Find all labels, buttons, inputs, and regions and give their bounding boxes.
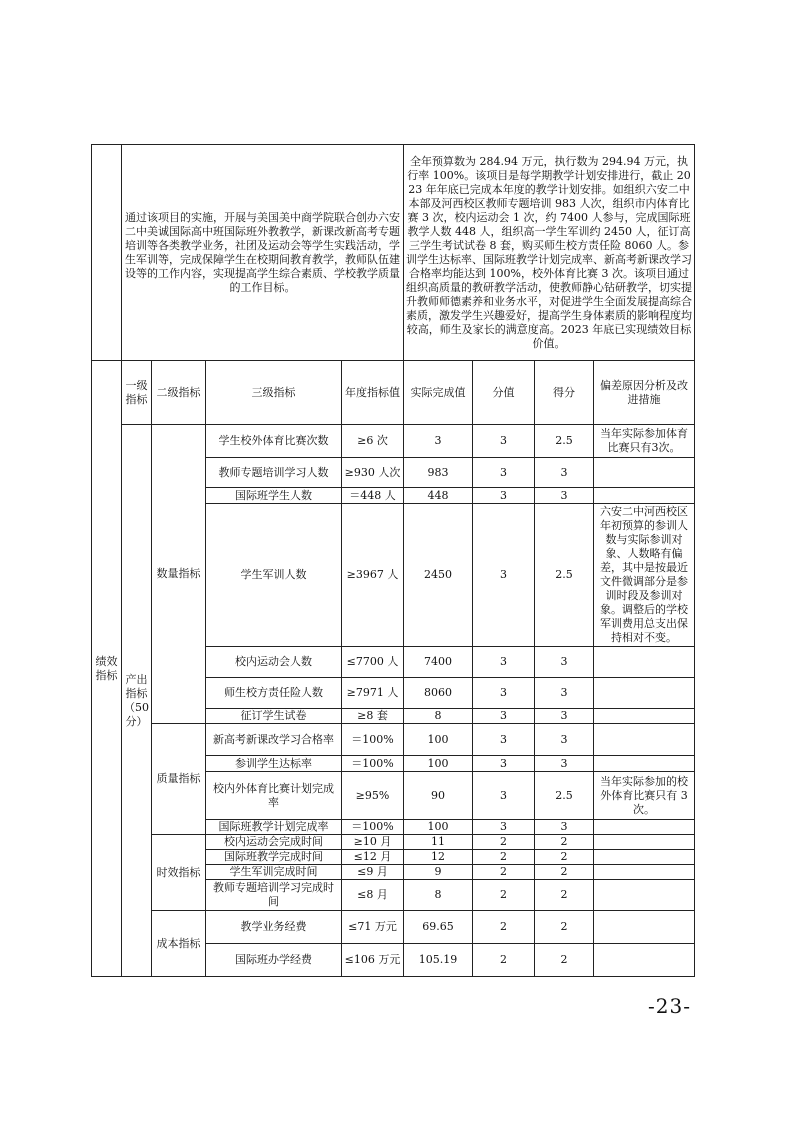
indicator-score: 3 xyxy=(535,756,594,772)
indicator-actual: 90 xyxy=(404,772,473,820)
indicator-actual: 100 xyxy=(404,756,473,772)
indicator-weight: 3 xyxy=(473,425,535,458)
indicator-target: ≥7971 人 xyxy=(342,678,404,709)
output-indicator-label: 产出指标（50分） xyxy=(122,425,152,977)
indicator-score: 3 xyxy=(535,820,594,835)
indicator-name: 征订学生试卷 xyxy=(206,709,342,724)
indicator-note: 当年实际参加的校外体育比赛只有 3 次。 xyxy=(594,772,695,820)
indicator-target: ＝100% xyxy=(342,724,404,756)
indicator-name: 校内运动会完成时间 xyxy=(206,835,342,850)
indicator-note xyxy=(594,944,695,977)
indicator-name: 国际班教学完成时间 xyxy=(206,850,342,865)
indicator-weight: 2 xyxy=(473,944,535,977)
indicator-target: ＝100% xyxy=(342,820,404,835)
summary-row xyxy=(92,145,695,361)
indicator-target: ≤7700 人 xyxy=(342,647,404,678)
indicator-weight: 3 xyxy=(473,488,535,504)
indicator-name: 国际班学生人数 xyxy=(206,488,342,504)
indicator-score: 2 xyxy=(535,911,594,944)
indicator-name: 教学业务经费 xyxy=(206,911,342,944)
indicator-target: ≤71 万元 xyxy=(342,911,404,944)
header-reason: 偏差原因分析及改进措施 xyxy=(594,361,695,425)
indicator-actual: 7400 xyxy=(404,647,473,678)
indicator-target: ≥95% xyxy=(342,772,404,820)
indicator-name: 校内运动会人数 xyxy=(206,647,342,678)
summary-goal-cell: 通过该项目的实施，开展与美国美中商学院联合创办六安二中美诚国际高中班国际班外教教学，新课改新高考专题培训等各类教学业务，社团及运动会等学生实践活动，学生军训等，完成保障学生在校期间教育教学，教师队伍建设等的工作内容，实现提高学生综合素质、学校教学质量的工作目标。 xyxy=(122,145,404,361)
indicator-name: 校内外体育比赛计划完成率 xyxy=(206,772,342,820)
indicator-score: 2 xyxy=(535,944,594,977)
summary-blank-cell xyxy=(92,145,122,361)
header-level3: 三级指标 xyxy=(206,361,342,425)
indicator-weight: 3 xyxy=(473,772,535,820)
indicator-actual: 12 xyxy=(404,850,473,865)
group-quantity: 数量指标 xyxy=(152,425,206,724)
indicator-note: 六安二中河西校区年初预算的参训人数与实际参训对象、人数略有偏差，其中是按最近文件微调部分是参训时段及参训对象。调整后的学校军训费用总支出保持相对不变。 xyxy=(594,504,695,647)
indicator-score: 2 xyxy=(535,850,594,865)
indicator-target: ≥8 套 xyxy=(342,709,404,724)
header-target: 年度指标值 xyxy=(342,361,404,425)
indicator-name: 国际班办学经费 xyxy=(206,944,342,977)
header-score: 得分 xyxy=(535,361,594,425)
indicator-actual: 69.65 xyxy=(404,911,473,944)
group-cost: 成本指标 xyxy=(152,911,206,977)
indicator-weight: 3 xyxy=(473,458,535,488)
indicator-note xyxy=(594,911,695,944)
indicator-weight: 3 xyxy=(473,709,535,724)
indicator-note xyxy=(594,756,695,772)
indicator-score: 3 xyxy=(535,709,594,724)
indicator-weight: 3 xyxy=(473,504,535,647)
indicator-note xyxy=(594,458,695,488)
indicator-weight: 3 xyxy=(473,756,535,772)
indicator-weight: 2 xyxy=(473,911,535,944)
indicator-actual: 9 xyxy=(404,865,473,880)
indicator-name: 新高考新课改学习合格率 xyxy=(206,724,342,756)
header-row xyxy=(92,361,695,425)
indicator-note xyxy=(594,488,695,504)
table-row xyxy=(92,425,695,458)
table-row xyxy=(92,724,695,756)
indicator-target: ≤8 月 xyxy=(342,880,404,911)
indicator-score: 3 xyxy=(535,488,594,504)
header-actual: 实际完成值 xyxy=(404,361,473,425)
indicator-name: 师生校方责任险人数 xyxy=(206,678,342,709)
indicator-score: 2 xyxy=(535,835,594,850)
header-level2: 二级指标 xyxy=(152,361,206,425)
indicator-target: ≤9 月 xyxy=(342,865,404,880)
indicator-target: ≤106 万元 xyxy=(342,944,404,977)
summary-completion-cell: 全年预算数为 284.94 万元，执行数为 294.94 万元，执行率 100%。该项目是每学期教学计划安排进行，截止 2023 年年底已完成本年度的教学计划安排。如组织六安二中本部及河西校区教师专题培训 983 人次，组织市内体育比赛 3 次，校内运动会 1 次，约 7400 人参与，完成国际班教学人数 448 人，组织高一学生军训约 2450 人，征订高三学生考试试卷 8 套，购买师生校方责任险 8060 人。参训学生达标率、国际班教学计划完成率、新高考新课改学习合格率均能达到 100%，校外体育比赛 3 次。该项目通过组织高质量的教研教学活动，使教师静心钻研教学，切实提升教师师德素养和业务水平，对促进学生全面发展提高综合素质，激发学生兴趣爱好，提高学生身体素质的影响程度均较高，师生及家长的满意度高。2023 年底已实现绩效目标价值。 xyxy=(404,145,695,361)
indicator-name: 国际班教学计划完成率 xyxy=(206,820,342,835)
group-quality: 质量指标 xyxy=(152,724,206,835)
page-number: -23- xyxy=(648,994,691,1018)
indicator-actual: 8 xyxy=(404,709,473,724)
indicator-name: 参训学生达标率 xyxy=(206,756,342,772)
indicator-name: 学生校外体育比赛次数 xyxy=(206,425,342,458)
indicator-score: 3 xyxy=(535,458,594,488)
indicator-name: 教师专题培训学习人数 xyxy=(206,458,342,488)
indicator-target: ≥10 月 xyxy=(342,835,404,850)
indicator-weight: 3 xyxy=(473,820,535,835)
perf-indicator-label: 绩效指标 xyxy=(92,361,122,977)
indicator-target: ＝100% xyxy=(342,756,404,772)
indicator-target: ≥6 次 xyxy=(342,425,404,458)
indicator-name: 学生军训完成时间 xyxy=(206,865,342,880)
indicator-actual: 448 xyxy=(404,488,473,504)
indicator-score: 2 xyxy=(535,880,594,911)
indicator-score: 2.5 xyxy=(535,425,594,458)
indicator-weight: 3 xyxy=(473,724,535,756)
indicator-name: 教师专题培训学习完成时间 xyxy=(206,880,342,911)
indicator-actual: 2450 xyxy=(404,504,473,647)
indicator-weight: 2 xyxy=(473,850,535,865)
indicator-target: ≥930 人次 xyxy=(342,458,404,488)
indicator-note xyxy=(594,709,695,724)
indicator-score: 2 xyxy=(535,865,594,880)
indicator-note xyxy=(594,724,695,756)
indicator-weight: 2 xyxy=(473,865,535,880)
indicator-note: 当年实际参加体育比赛只有3次。 xyxy=(594,425,695,458)
indicator-weight: 3 xyxy=(473,678,535,709)
indicator-score: 2.5 xyxy=(535,504,594,647)
indicator-note xyxy=(594,647,695,678)
indicator-note xyxy=(594,835,695,850)
table-row xyxy=(92,835,695,850)
indicator-actual: 11 xyxy=(404,835,473,850)
indicator-name: 学生军训人数 xyxy=(206,504,342,647)
indicator-actual: 983 xyxy=(404,458,473,488)
header-level1: 一级指标 xyxy=(122,361,152,425)
table-row xyxy=(92,911,695,944)
indicator-weight: 2 xyxy=(473,880,535,911)
indicator-score: 3 xyxy=(535,647,594,678)
indicator-note xyxy=(594,850,695,865)
indicator-note xyxy=(594,880,695,911)
indicator-score: 2.5 xyxy=(535,772,594,820)
indicator-note xyxy=(594,678,695,709)
indicator-score: 3 xyxy=(535,724,594,756)
indicator-note xyxy=(594,820,695,835)
performance-table xyxy=(91,144,695,977)
indicator-target: ＝448 人 xyxy=(342,488,404,504)
indicator-score: 3 xyxy=(535,678,594,709)
indicator-weight: 3 xyxy=(473,647,535,678)
indicator-actual: 8060 xyxy=(404,678,473,709)
indicator-actual: 105.19 xyxy=(404,944,473,977)
indicator-target: ≥3967 人 xyxy=(342,504,404,647)
group-timeliness: 时效指标 xyxy=(152,835,206,911)
indicator-note xyxy=(594,865,695,880)
indicator-actual: 8 xyxy=(404,880,473,911)
indicator-actual: 100 xyxy=(404,724,473,756)
indicator-weight: 2 xyxy=(473,835,535,850)
indicator-actual: 3 xyxy=(404,425,473,458)
indicator-target: ≤12 月 xyxy=(342,850,404,865)
indicator-actual: 100 xyxy=(404,820,473,835)
header-weight: 分值 xyxy=(473,361,535,425)
